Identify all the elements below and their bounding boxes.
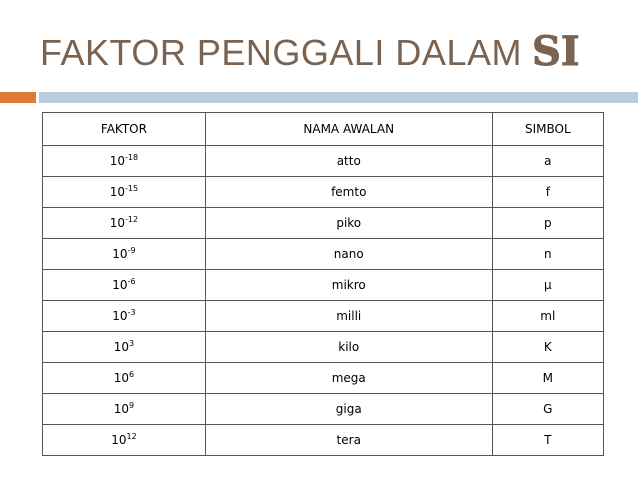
table-row	[43, 146, 604, 177]
table-row	[43, 332, 604, 363]
cell-faktor	[43, 425, 206, 456]
cell-nama-awalan: mega	[205, 363, 492, 394]
table-row	[43, 425, 604, 456]
cell-simbol: ml	[492, 301, 603, 332]
faktor-base: 10	[113, 402, 130, 416]
faktor-exponent: -12	[125, 215, 139, 224]
prefix-table	[42, 112, 604, 456]
faktor-exponent: -18	[125, 153, 139, 162]
cell-simbol: a	[492, 146, 603, 177]
faktor-exponent: 3	[129, 339, 135, 348]
table-row	[43, 394, 604, 425]
accent-bar	[0, 92, 36, 103]
cell-faktor	[43, 270, 206, 301]
title-rule	[39, 92, 638, 103]
cell-simbol: f	[492, 177, 603, 208]
faktor-exponent: 9	[129, 401, 135, 410]
table-header-row	[43, 113, 604, 146]
faktor-exponent: -3	[127, 308, 136, 317]
cell-simbol: µ	[492, 270, 603, 301]
cell-faktor	[43, 301, 206, 332]
cell-nama-awalan: atto	[205, 146, 492, 177]
faktor-exponent: -6	[127, 277, 136, 286]
cell-nama-awalan: mikro	[205, 270, 492, 301]
cell-simbol: K	[492, 332, 603, 363]
table-row	[43, 208, 604, 239]
table-row	[43, 363, 604, 394]
cell-simbol: G	[492, 394, 603, 425]
cell-faktor	[43, 394, 206, 425]
cell-faktor	[43, 239, 206, 270]
header-nama-awalan: NAMA AWALAN	[205, 113, 492, 146]
cell-faktor	[43, 146, 206, 177]
faktor-base: 10	[112, 247, 128, 261]
cell-faktor	[43, 177, 206, 208]
cell-nama-awalan: tera	[205, 425, 492, 456]
cell-nama-awalan: femto	[205, 177, 492, 208]
faktor-base: 10	[109, 185, 126, 199]
cell-simbol: M	[492, 363, 603, 394]
faktor-exponent: -9	[127, 246, 136, 255]
cell-faktor	[43, 208, 206, 239]
cell-faktor	[43, 332, 206, 363]
table-row	[43, 239, 604, 270]
table-row	[43, 177, 604, 208]
table-row	[43, 301, 604, 332]
header-simbol: SIMBOL	[492, 113, 603, 146]
faktor-base: 10	[113, 371, 130, 385]
cell-nama-awalan: milli	[205, 301, 492, 332]
header-faktor: FAKTOR	[43, 113, 206, 146]
table-body	[43, 146, 604, 456]
cell-simbol: p	[492, 208, 603, 239]
faktor-exponent: 6	[129, 370, 135, 379]
slide-title	[40, 28, 580, 78]
faktor-base: 10	[113, 340, 130, 354]
faktor-base: 10	[109, 154, 126, 168]
cell-nama-awalan: piko	[205, 208, 492, 239]
faktor-base: 10	[109, 216, 126, 230]
faktor-base: 10	[111, 433, 127, 447]
table-row	[43, 270, 604, 301]
faktor-base: 10	[112, 309, 128, 323]
faktor-base: 10	[112, 278, 128, 292]
cell-nama-awalan: giga	[205, 394, 492, 425]
cell-simbol: T	[492, 425, 603, 456]
cell-faktor	[43, 363, 206, 394]
faktor-exponent: 12	[126, 432, 137, 441]
cell-nama-awalan: kilo	[205, 332, 492, 363]
title-text: FAKTOR PENGGALI DALAM	[40, 32, 522, 73]
cell-nama-awalan: nano	[205, 239, 492, 270]
title-accent: SI	[531, 28, 580, 75]
cell-simbol: n	[492, 239, 603, 270]
faktor-exponent: -15	[125, 184, 139, 193]
